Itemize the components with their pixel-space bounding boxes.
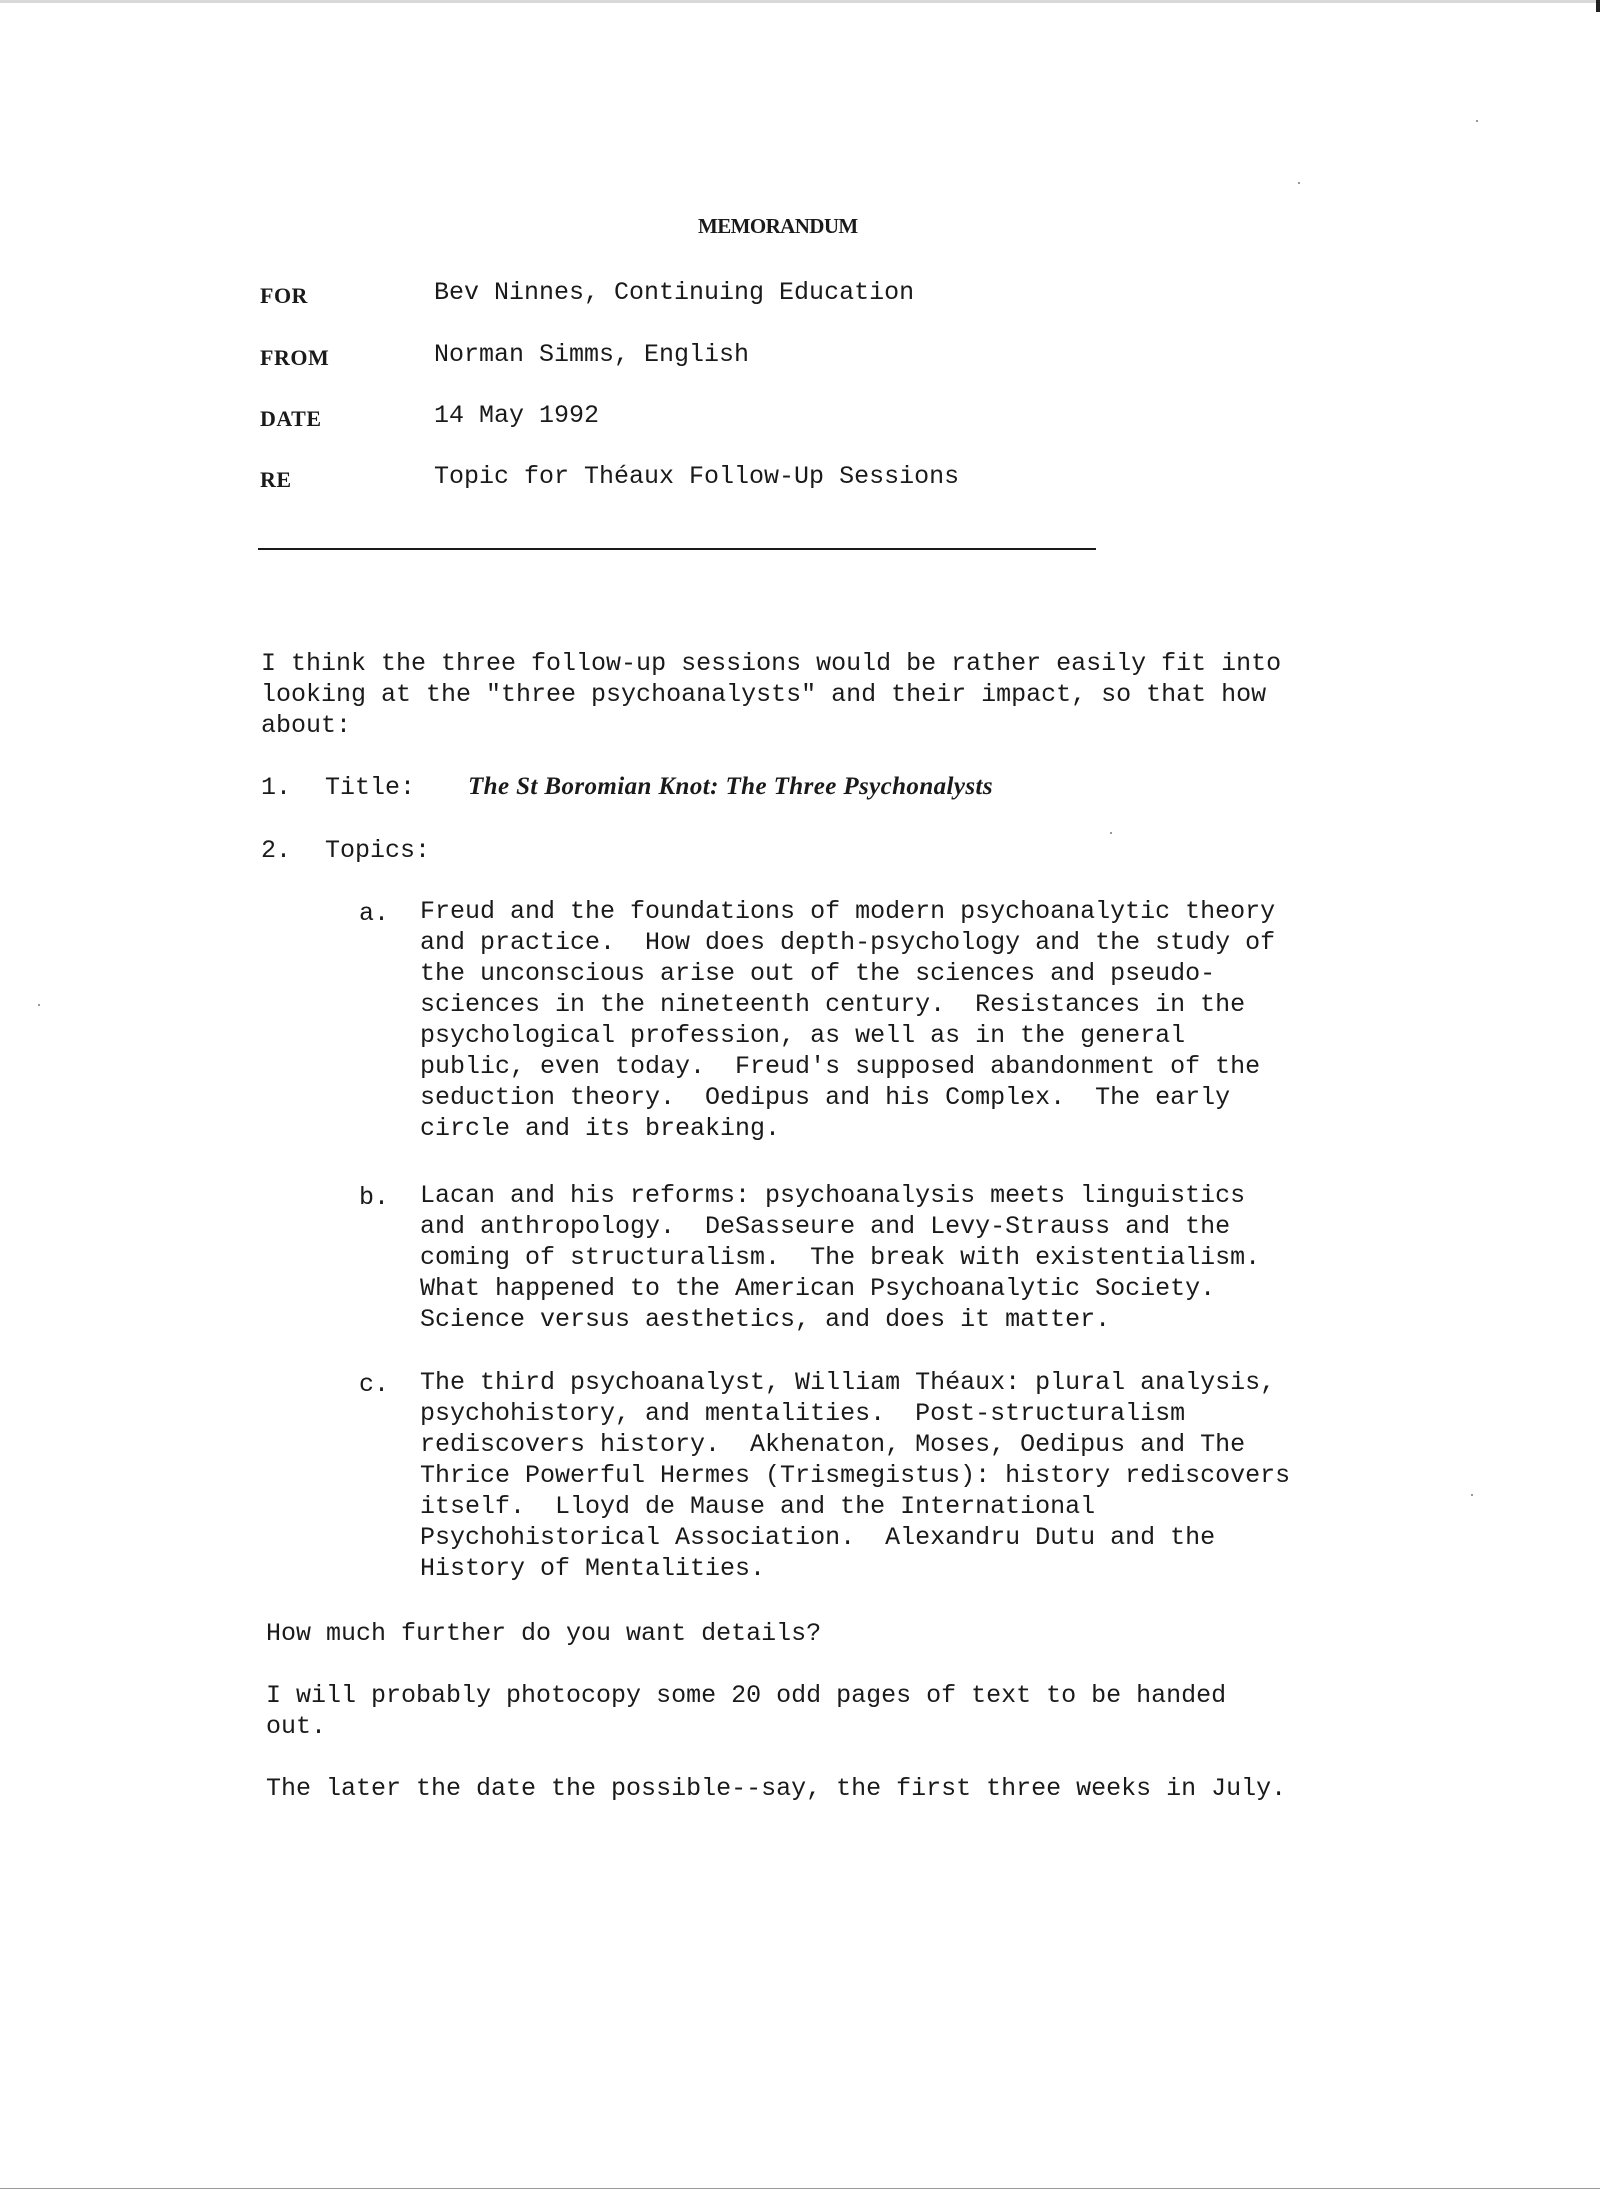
header-divider <box>258 548 1096 550</box>
intro-paragraph: I think the three follow-up sessions would be rather easily fit into looking at the "three psychoanalysts" and their impact, so that how about: <box>261 649 1282 740</box>
page-top-edge <box>0 0 1600 3</box>
date-label: DATE <box>260 406 322 431</box>
re-value: Topic for Théaux Follow-Up Sessions <box>434 462 960 491</box>
topic-c-letter: c. <box>359 1370 390 1399</box>
from-label: FROM <box>260 345 330 370</box>
date-value: 14 May 1992 <box>434 401 600 430</box>
topic-b-text: Lacan and his reforms: psychoanalysis meets linguistics and anthropology. DeSasseure and Levy-Strauss and the coming of structuralism. The break with existentialism. What happened to the American Psychoanalytic Society. Science versus aesthetics, and does it matter. <box>420 1181 1261 1334</box>
for-value: Bev Ninnes, Continuing Education <box>434 278 915 307</box>
closing-dates: The later the date the possible--say, the first three weeks in July. <box>266 1774 1287 1803</box>
page-bottom-edge <box>0 2188 1600 2189</box>
topic-a-letter: a. <box>359 899 390 928</box>
item-2-label: Topics: <box>325 836 431 865</box>
closing-question: How much further do you want details? <box>266 1619 822 1648</box>
closing-photocopy: I will probably photocopy some 20 odd pages of text to be handed out. <box>266 1681 1227 1741</box>
re-label: RE <box>260 467 292 492</box>
item-1-number: 1. <box>261 773 292 802</box>
topic-c-text: The third psychoanalyst, William Théaux: plural analysis, psychohistory, and mentalities. Post-structuralism rediscovers history. Akhenaton, Moses, Oedipus and The Thrice Powerful Hermes (Trismegistus): history rediscovers itself. Lloyd de Mause and the International Psychohistorical Association. Alexandru Dutu and the History of Mentalities. <box>420 1368 1291 1583</box>
memo-heading: MEMORANDUM <box>698 214 858 238</box>
topic-a-text: Freud and the foundations of modern psychoanalytic theory and practice. How does depth-psychology and the study of the unconscious arise out of the sciences and pseudo- sciences in the nineteenth century. Resistances in the psychological profession, as well as in the general public, even today. Freud's supposed abandonment of the seduction theory. Oedipus and his Complex. The early circle and its breaking. <box>420 897 1276 1143</box>
for-label: FOR <box>260 283 308 308</box>
topic-b-letter: b. <box>359 1183 390 1212</box>
paper-speck <box>1298 182 1300 184</box>
paper-speck <box>1110 832 1112 834</box>
paper-speck <box>1471 1494 1473 1496</box>
paper-speck <box>1476 120 1478 122</box>
paper-speck <box>38 1004 40 1006</box>
item-1-label: Title: <box>325 773 416 802</box>
session-title: The St Boromian Knot: The Three Psychonalysts <box>468 773 993 800</box>
page-corner-mark <box>1596 0 1600 12</box>
from-value: Norman Simms, English <box>434 340 750 369</box>
item-2-number: 2. <box>261 836 292 865</box>
